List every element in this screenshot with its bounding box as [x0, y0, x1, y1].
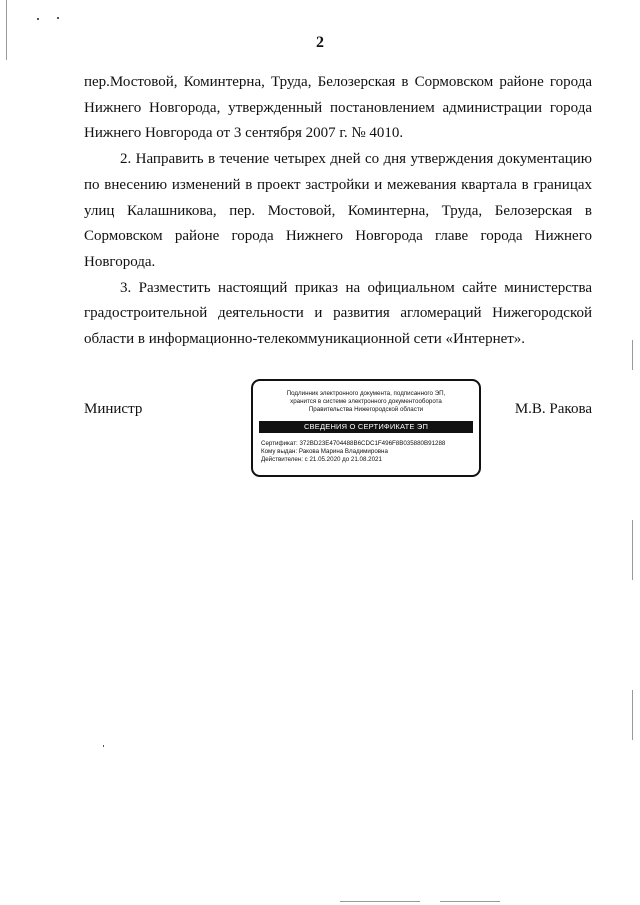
stamp-details	[261, 440, 479, 464]
stamp-header-line: хранится в системе электронного документооборота	[290, 398, 442, 405]
scan-edge-line	[632, 520, 633, 580]
scan-edge-line	[440, 901, 500, 902]
paragraph-continuation: пер.Мостовой, Коминтерна, Труда, Белозерская в Сормовском районе города Нижнего Новгорода, утвержденный постановлением администрации города Нижнего Новгорода от 3 сентября 2007 г. № 4010.	[84, 74, 592, 142]
certificate-number: Сертификат: 372BD23E4704488B6CDC1F496F8B035880B91288	[261, 440, 446, 447]
paragraph-item-2: 2. Направить в течение четырех дней со дня утверждения документацию по внесению изменений в проект застройки и межевания квартала в границах улиц Калашникова, пер. Мостовой, Коминтерна, Труда, Белозерская в Сормовском районе города Нижнего Новгорода главе города Нижнего Новгорода.	[84, 151, 592, 270]
page-number: 2	[316, 34, 324, 51]
document-body	[84, 70, 592, 353]
signatory-name: М.В. Ракова	[514, 401, 592, 417]
paragraph-item-3: 3. Разместить настоящий приказ на официальном сайте министерства градостроительной деятельности и развития агломераций Нижегородской области в информационно-телекоммуникационной сети «Интернет».	[84, 279, 592, 348]
stamp-header	[253, 390, 479, 414]
scan-edge-line	[6, 0, 7, 60]
electronic-signature-stamp	[251, 379, 481, 477]
stamp-header-line: Подлинник электронного документа, подписанного ЭП,	[286, 390, 446, 397]
scan-speck	[57, 17, 59, 19]
signatory-position: Министр	[84, 401, 143, 417]
certificate-owner: Кому выдан: Ракова Марина Владимировна	[261, 448, 388, 455]
scan-speck	[103, 745, 104, 747]
scan-edge-line	[340, 901, 420, 902]
scan-edge-line	[632, 340, 633, 370]
stamp-header-line: Правительства Нижегородской области	[308, 406, 424, 413]
certificate-validity: Действителен: с 21.05.2020 до 21.08.2021	[261, 456, 382, 463]
stamp-banner: СВЕДЕНИЯ О СЕРТИФИКАТЕ ЭП	[259, 421, 473, 433]
scan-speck	[37, 18, 39, 20]
scan-edge-line	[632, 690, 633, 740]
